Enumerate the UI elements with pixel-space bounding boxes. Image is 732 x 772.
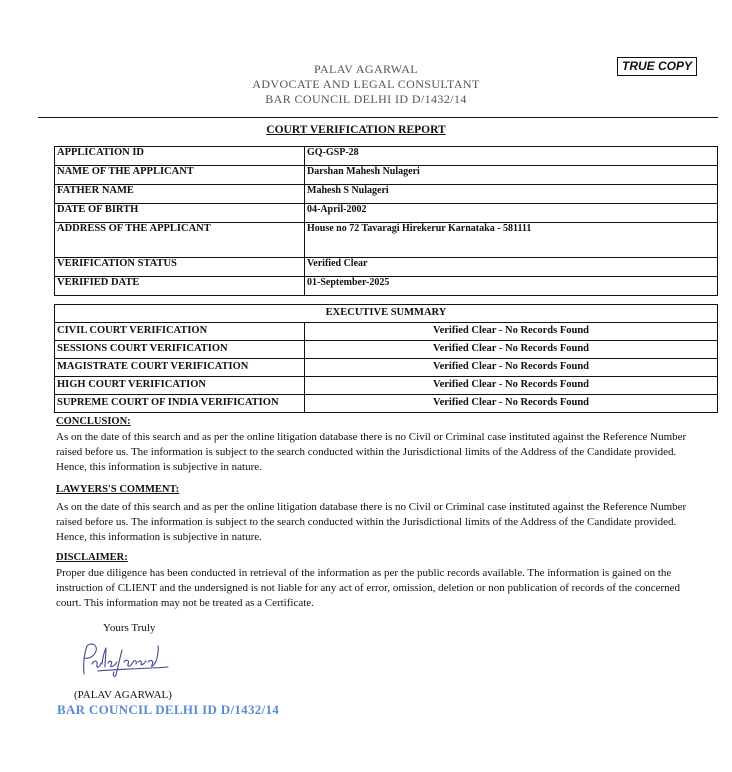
detail-label: DATE OF BIRTH (55, 204, 305, 223)
summary-label: SESSIONS COURT VERIFICATION (55, 341, 305, 359)
summary-value: Verified Clear - No Records Found (305, 359, 718, 377)
signatory-name: (PALAV AGARWAL) (74, 689, 172, 701)
summary-value: Verified Clear - No Records Found (305, 341, 718, 359)
header-divider (38, 117, 718, 118)
detail-value: GQ-GSP-28 (305, 147, 718, 166)
table-row (55, 223, 718, 258)
true-copy-stamp: TRUE COPY (617, 57, 697, 76)
letterhead-name: PALAV AGARWAL (313, 62, 418, 76)
disclaimer-heading: DISCLAIMER: (56, 552, 128, 563)
comment-heading: LAWYERS'S COMMENT: (56, 484, 180, 495)
report-title: COURT VERIFICATION REPORT (266, 124, 446, 136)
conclusion-heading: CONCLUSION: (56, 416, 131, 427)
summary-label: CIVIL COURT VERIFICATION (55, 323, 305, 341)
table-row (55, 258, 718, 277)
detail-value: Darshan Mahesh Nulageri (305, 166, 718, 185)
disclaimer-text: Proper due diligence has been conducted in retrieval of the information as per the public records available. The information is gained on the instruction of CLIENT and the undersigned is not liable for any act of error, omission, deletion or non publication of records of the concerned court. This information may not be treated as a Certificate. (56, 567, 681, 609)
summary-label: HIGH COURT VERIFICATION (55, 377, 305, 395)
conclusion-text: As on the date of this search and as per the online litigation database there is no Civil or Criminal case instituted against the Reference Number raised before us. The information is subject to the search conducted within the Jurisdictional limits of the Address of the Candidate provided. Hence, this information is subjective in nature. (56, 431, 687, 473)
detail-label: ADDRESS OF THE APPLICANT (55, 223, 305, 258)
signatory-bar-id: BAR COUNCIL DELHI ID D/1432/14 (57, 702, 280, 717)
handwritten-signature (78, 640, 178, 680)
summary-label: MAGISTRATE COURT VERIFICATION (55, 359, 305, 377)
detail-value: 04-April-2002 (305, 204, 718, 223)
summary-label: SUPREME COURT OF INDIA VERIFICATION (55, 395, 305, 413)
detail-label: NAME OF THE APPLICANT (55, 166, 305, 185)
table-row (55, 277, 718, 296)
summary-value: Verified Clear - No Records Found (305, 395, 718, 413)
table-row (55, 341, 718, 359)
executive-summary-table (54, 304, 718, 413)
letterhead-bar-id: BAR COUNCIL DELHI ID D/1432/14 (265, 92, 467, 106)
summary-heading: EXECUTIVE SUMMARY (55, 305, 718, 323)
table-row (55, 377, 718, 395)
comment-text: As on the date of this search and as per the online litigation database there is no Civil or Criminal case instituted against the Reference Number raised before us. The information is subject to the search conducted within the Jurisdictional limits of the Address of the Candidate provided. Hence, this information is subjective in nature. (56, 501, 687, 543)
summary-value: Verified Clear - No Records Found (305, 377, 718, 395)
detail-label: FATHER NAME (55, 185, 305, 204)
table-row (55, 185, 718, 204)
applicant-details-table (54, 146, 718, 296)
detail-value: House no 72 Tavaragi Hirekerur Karnataka - 581111 (305, 223, 718, 258)
table-row (55, 395, 718, 413)
signature-text: Palav Agarwal (78, 640, 84, 641)
table-row (55, 305, 718, 323)
table-row (55, 323, 718, 341)
table-row (55, 166, 718, 185)
table-row (55, 147, 718, 166)
summary-value: Verified Clear - No Records Found (305, 323, 718, 341)
closing-text: Yours Truly (103, 622, 156, 634)
detail-label: VERIFICATION STATUS (55, 258, 305, 277)
detail-value: Verified Clear (305, 258, 718, 277)
detail-label: APPLICATION ID (55, 147, 305, 166)
letterhead-designation: ADVOCATE AND LEGAL CONSULTANT (252, 77, 480, 91)
detail-label: VERIFIED DATE (55, 277, 305, 296)
detail-value: Mahesh S Nulageri (305, 185, 718, 204)
table-row (55, 204, 718, 223)
table-row (55, 359, 718, 377)
detail-value: 01-September-2025 (305, 277, 718, 296)
